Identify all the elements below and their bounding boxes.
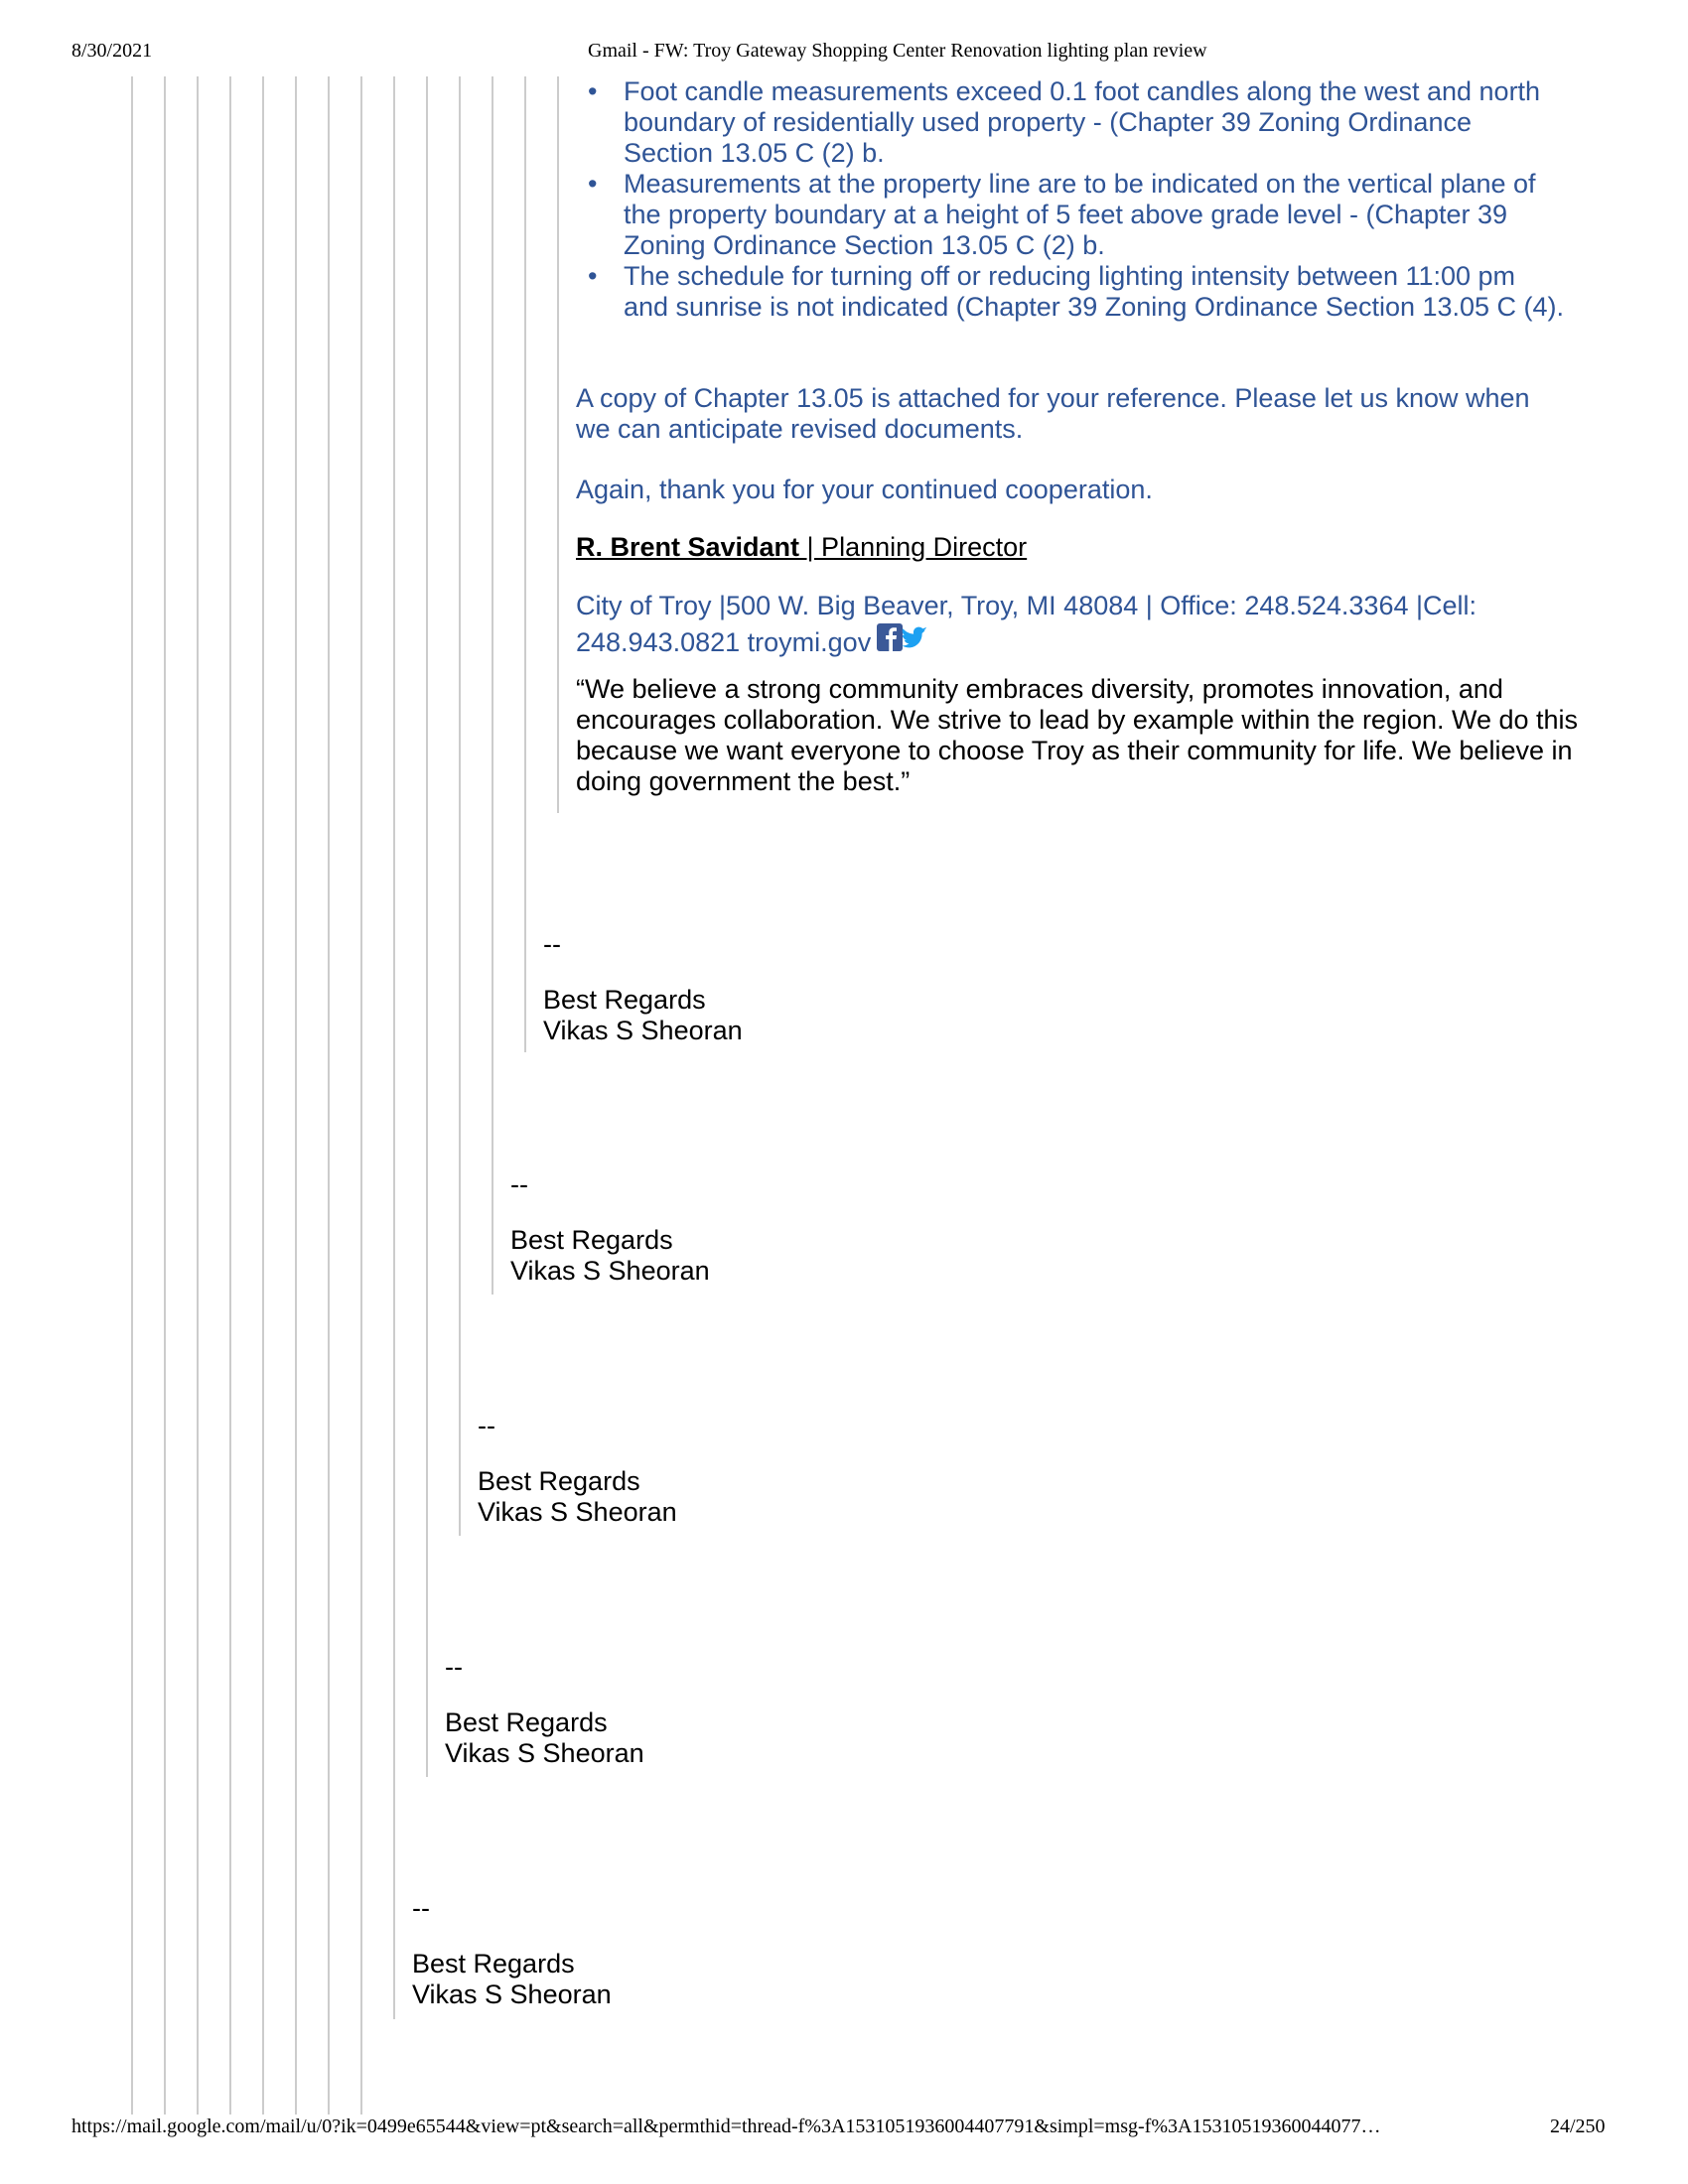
signature-separator: -- (543, 929, 561, 959)
print-url: https://mail.google.com/mail/u/0?ik=0499e65544&view=pt&search=all&permthid=thread-f%3A1531051936004407791&simpl=msg-f%3A15310519360044077… (71, 2116, 1381, 2137)
signature-separator: -- (445, 1652, 463, 1682)
signature-separator: -- (478, 1411, 495, 1440)
quote-bar (164, 76, 166, 2115)
quote-bar (524, 76, 526, 1052)
social-icons (877, 621, 928, 660)
closing-text: Best Regards (478, 1466, 640, 1496)
reply-signature (478, 1411, 677, 1528)
quote-bar (393, 76, 395, 2019)
list-item: • Measurements at the property line are to be indicated on the vertical plane of the property boundary at a height of 5 feet above grade level - (Chapter 39 Zoning Ordinance Section 13.05 C (2) b. (624, 169, 1567, 261)
signature-separator: -- (412, 1893, 430, 1923)
quote-bar (295, 76, 297, 2115)
quote-bar (229, 76, 231, 2115)
signature-quote: “We believe a strong community embraces diversity, promotes innovation, and encourages collaboration. We strive to lead by example within the region. We do this because we want everyone to choose Troy as their community for life. We believe in doing government the best.” (576, 674, 1579, 796)
reply-signature (510, 1169, 710, 1287)
quote-bar (459, 76, 461, 1536)
page-number: 24/250 (1550, 2116, 1606, 2137)
list-item: • Foot candle measurements exceed 0.1 foot candles along the west and north boundary of residentially used property - (Chapter 39 Zoning Ordinance Section 13.05 C (2) b. (624, 76, 1567, 169)
closing-text: Best Regards (543, 985, 706, 1015)
quote-bar (360, 76, 362, 2115)
quote-bar (262, 76, 264, 2115)
sender-name: Vikas S Sheoran (445, 1738, 644, 1768)
sender-name: Vikas S Sheoran (478, 1497, 677, 1527)
closing-text: Best Regards (510, 1225, 673, 1255)
reply-signature (543, 929, 743, 1046)
quote-bar (131, 76, 133, 2115)
signature-separator: -- (510, 1169, 528, 1199)
signature-name-line (576, 532, 1569, 563)
contact-text: City of Troy |500 W. Big Beaver, Troy, MI 48084 | Office: 248.524.3364 |Cell: 248.943.0821 troymi.gov (576, 591, 1477, 657)
facebook-icon[interactable] (877, 621, 928, 653)
print-date: 8/30/2021 (71, 40, 153, 62)
quote-bar (557, 76, 559, 813)
thanks-note: Again, thank you for your continued cooperation. (576, 475, 1153, 504)
closing-text: Best Regards (445, 1707, 608, 1737)
quote-bar (197, 76, 199, 2115)
closing-text: Best Regards (412, 1949, 575, 1979)
signature-role: | Planning Director (806, 532, 1028, 562)
signature-contact (576, 591, 1569, 660)
quote-bar (328, 76, 330, 2115)
sender-name: Vikas S Sheoran (510, 1256, 710, 1286)
print-title: Gmail - FW: Troy Gateway Shopping Center Renovation lighting plan review (588, 40, 1207, 62)
reply-signature (445, 1652, 644, 1769)
sender-name: Vikas S Sheoran (543, 1016, 743, 1045)
reply-signature (412, 1893, 612, 2010)
attachment-note: A copy of Chapter 13.05 is attached for your reference. Please let us know when we can anticipate revised documents. (576, 383, 1530, 444)
quote-bar (492, 76, 493, 1295)
signature-name: R. Brent Savidant (576, 532, 807, 562)
quote-bar (426, 76, 428, 1777)
deficiency-list (624, 76, 1567, 323)
list-item: • The schedule for turning off or reducing lighting intensity between 11:00 pm and sunrise is not indicated (Chapter 39 Zoning Ordinance Section 13.05 C (4). (624, 261, 1567, 323)
sender-name: Vikas S Sheoran (412, 1979, 612, 2009)
